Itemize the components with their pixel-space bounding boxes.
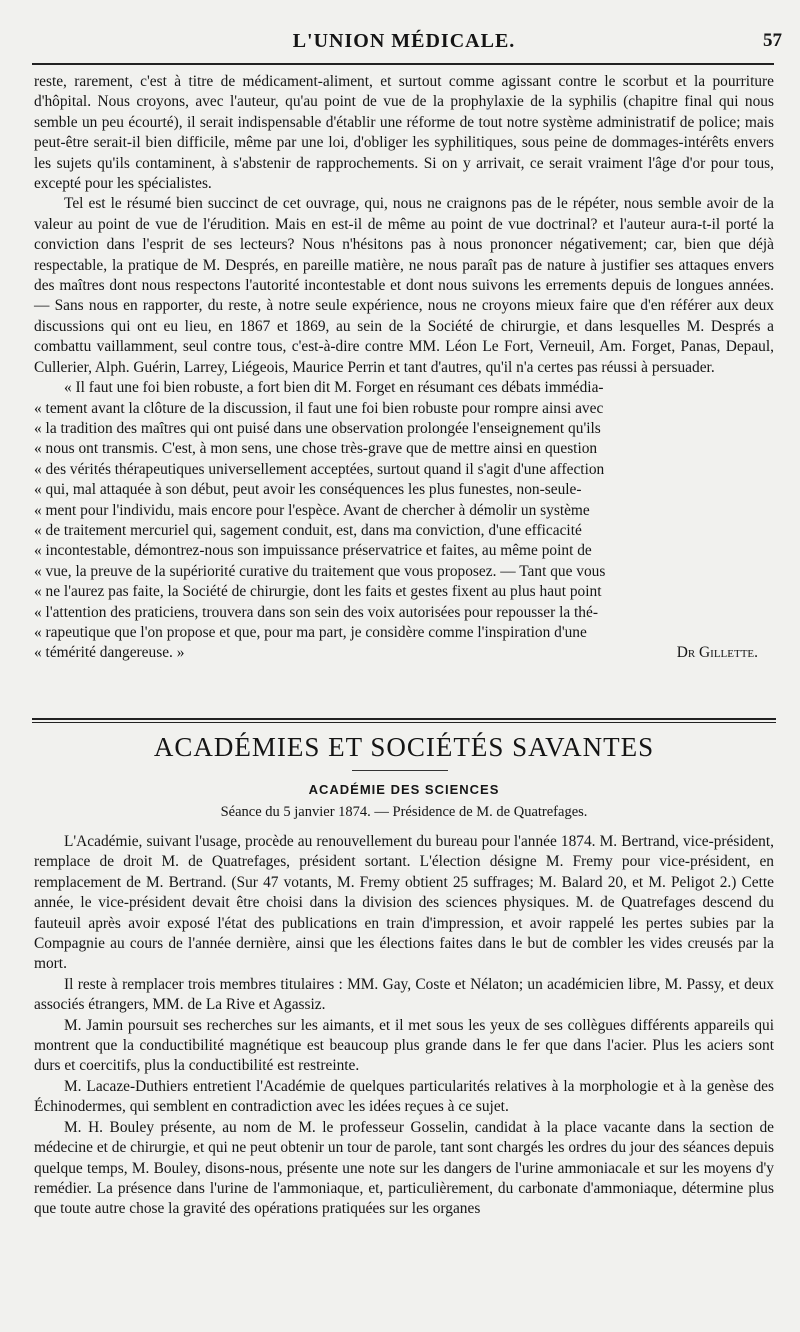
title-underline bbox=[352, 770, 448, 771]
quote-line: « ne l'aurez pas faite, la Société de chirurgie, dont les faits et gestes fixent au plus haut point bbox=[34, 583, 602, 601]
forget-quote bbox=[34, 378, 774, 663]
page-number: 57 bbox=[763, 30, 782, 51]
quote-line: « ment pour l'individu, mais encore pour l'espèce. Avant de chercher à démolir un système bbox=[34, 501, 590, 519]
report-paragraph: Il reste à remplacer trois membres titulaires : MM. Gay, Coste et Nélaton; un académicien libre, M. Passy, et deux associés étrangers, MM. de La Rive et Agassiz. bbox=[34, 975, 774, 1014]
quote-line: « incontestable, démontrez-nous son impuissance préservatrice et faites, au même point de bbox=[34, 542, 592, 560]
author-signature: Dr Gillette. bbox=[676, 644, 758, 662]
quote-line: « nous ont transmis. C'est, à mon sens, une chose très-grave que de mettre ainsi en question bbox=[34, 440, 598, 458]
quote-line: « témérité dangereuse. » bbox=[34, 644, 185, 662]
section-rule bbox=[32, 718, 776, 720]
session-line: Séance du 5 janvier 1874. — Présidence de M. de Quatrefages. bbox=[220, 804, 588, 820]
report-paragraph: M. H. Bouley présente, au nom de M. le professeur Gosselin, candidat à la place vacante dans la section de médecine et de chirurgie, et qui ne peut obtenir un tour de parole, tant sont chargés les ordres du jour des séances depuis quelque temps, M. Bouley, disons-nous, présente une note sur les dangers de l'urine ammoniacale et sur les moyens d'y remédier. La présence dans l'urine de l'ammoniaque, et, particulièrement, du carbonate d'ammoniaque, détermine plus que toute autre chose la gravité des opérations pratiquées sur les organes bbox=[34, 1118, 774, 1218]
report-paragraph: M. Lacaze-Duthiers entretient l'Académie de quelques particularités relatives à la morphologie et à la genèse des Échinodermes, qui semblent en contradiction avec les idées reçues à ce sujet. bbox=[34, 1077, 774, 1116]
report-paragraph: L'Académie, suivant l'usage, procède au renouvellement du bureau pour l'année 1874. M. Bertrand, vice-président, remplace de droit M. de Quatrefages, président sortant. L'élection désigne M. Fremy pour vice-président, en remplacement de M. Bertrand. (Sur 47 votants, M. Fremy obtient 25 suffrages; M. Balard 20, et M. Peligot 2.) Cette année, le vice-président devait être choisi dans la division des sciences physiques. M. de Quatrefages descend du fauteuil après avoir exposé l'état des publications en train d'impression, et avoir rappelé les pertes subies par la Compagnie au cours de l'année dernière, ainsi que les élections faites dans le but de combler les vides creusés par la mort. bbox=[34, 833, 774, 973]
quote-line: « Il faut une foi bien robuste, a fort bien dit M. Forget en résumant ces débats immédia- bbox=[64, 379, 604, 397]
review-text bbox=[34, 72, 774, 663]
report-paragraph: M. Jamin poursuit ses recherches sur les aimants, et il met sous les yeux de ses collègues différents appareils qui montrent que la conductibilité magnétique est beaucoup plus grande dans le fer que dans l'acier. Plus les aciers sont durs et coercitifs, plus la conductibilité est restreinte. bbox=[34, 1016, 774, 1075]
section-title: ACADÉMIES ET SOCIÉTÉS SAVANTES bbox=[153, 732, 655, 762]
subsection-title: ACADÉMIE DES SCIENCES bbox=[308, 782, 500, 797]
quote-line: « rapeutique que l'on propose et que, pour ma part, je considère comme l'inspiration d'une bbox=[34, 623, 587, 641]
review-paragraph-2: Tel est le résumé bien succinct de cet ouvrage, qui, nous ne craignons pas de le répéter, nous semble avoir de la valeur au point de vue de l'érudition. Mais en est-il de même au point de vue doctrinal? et l'auteur aura-t-il porté la conviction dans l'esprit de ses lecteurs? Nous n'hésitons pas à nous prononcer négativement; car, bien que déjà respectable, la pratique de M. Després, en pareille matière, ne nous paraît pas de nature à justifier ses attaques envers des maîtres dont nous respectons l'autorité incontestable et dont nous suivons les errements depuis de longues années. — Sans nous en rapporter, du reste, à notre seule expérience, nous ne croyons mieux faire que d'en référer aux deux discussions qui ont eu lieu, en 1867 et 1869, au sein de la Société de chirurgie, et dans lesquelles M. Després a combattu vaillamment, seul contre tous, c'est-à-dire contre MM. Léon Le Fort, Verneuil, Am. Forget, Panas, Depaul, Cullerier, Alph. Guérin, Larrey, Liégeois, Maurice Perrin et tant d'autres, qu'il n'a certes pas réussi à persuader. bbox=[34, 195, 774, 376]
section-rule bbox=[32, 722, 776, 723]
journal-title: L'UNION MÉDICALE. bbox=[292, 30, 516, 52]
quote-line: « vue, la preuve de la supériorité curative du traitement que vous proposez. — Tant que vous bbox=[34, 562, 606, 580]
quote-line: « la tradition des maîtres qui ont puisé dans une observation prolongée l'enseignement qu'ils bbox=[34, 419, 601, 437]
academy-report bbox=[34, 832, 774, 1220]
quote-line: « qui, mal attaquée à son début, peut avoir les conséquences les plus funestes, non-seule- bbox=[34, 481, 582, 499]
header-rule bbox=[32, 63, 774, 65]
quote-line: « tement avant la clôture de la discussion, il faut une foi bien robuste pour rompre ainsi avec bbox=[34, 399, 604, 417]
quote-line: « de traitement mercuriel qui, sagement conduit, est, dans ma conviction, d'une efficacité bbox=[34, 521, 582, 539]
page-header bbox=[34, 30, 782, 60]
quote-line: « des vérités thérapeutiques universellement acceptées, surtout quand il s'agit d'une affection bbox=[34, 460, 605, 478]
review-paragraph-1: reste, rarement, c'est à titre de médicament-aliment, et surtout comme agissant contre le scorbut et la pourriture d'hôpital. Nous croyons, avec l'auteur, qu'au point de vue de la prophylaxie de la syphilis (chapitre final qui nous semble un peu écourté), il serait indispensable d'établir une réforme de tout notre système administratif de police; mais peut-être serait-il bien difficile, même par une loi, d'obliger les syphilitiques, sous peine de dommages-intérêts envers les sujets qu'ils contaminent, à s'abstenir de rapprochements. Si on y arrivait, ce serait vraiment l'âge d'or pour tous, excepté pour les spécialistes. bbox=[34, 73, 774, 193]
quote-line: « l'attention des praticiens, trouvera dans son sein des voix autorisées pour repousser la thé- bbox=[34, 603, 598, 621]
